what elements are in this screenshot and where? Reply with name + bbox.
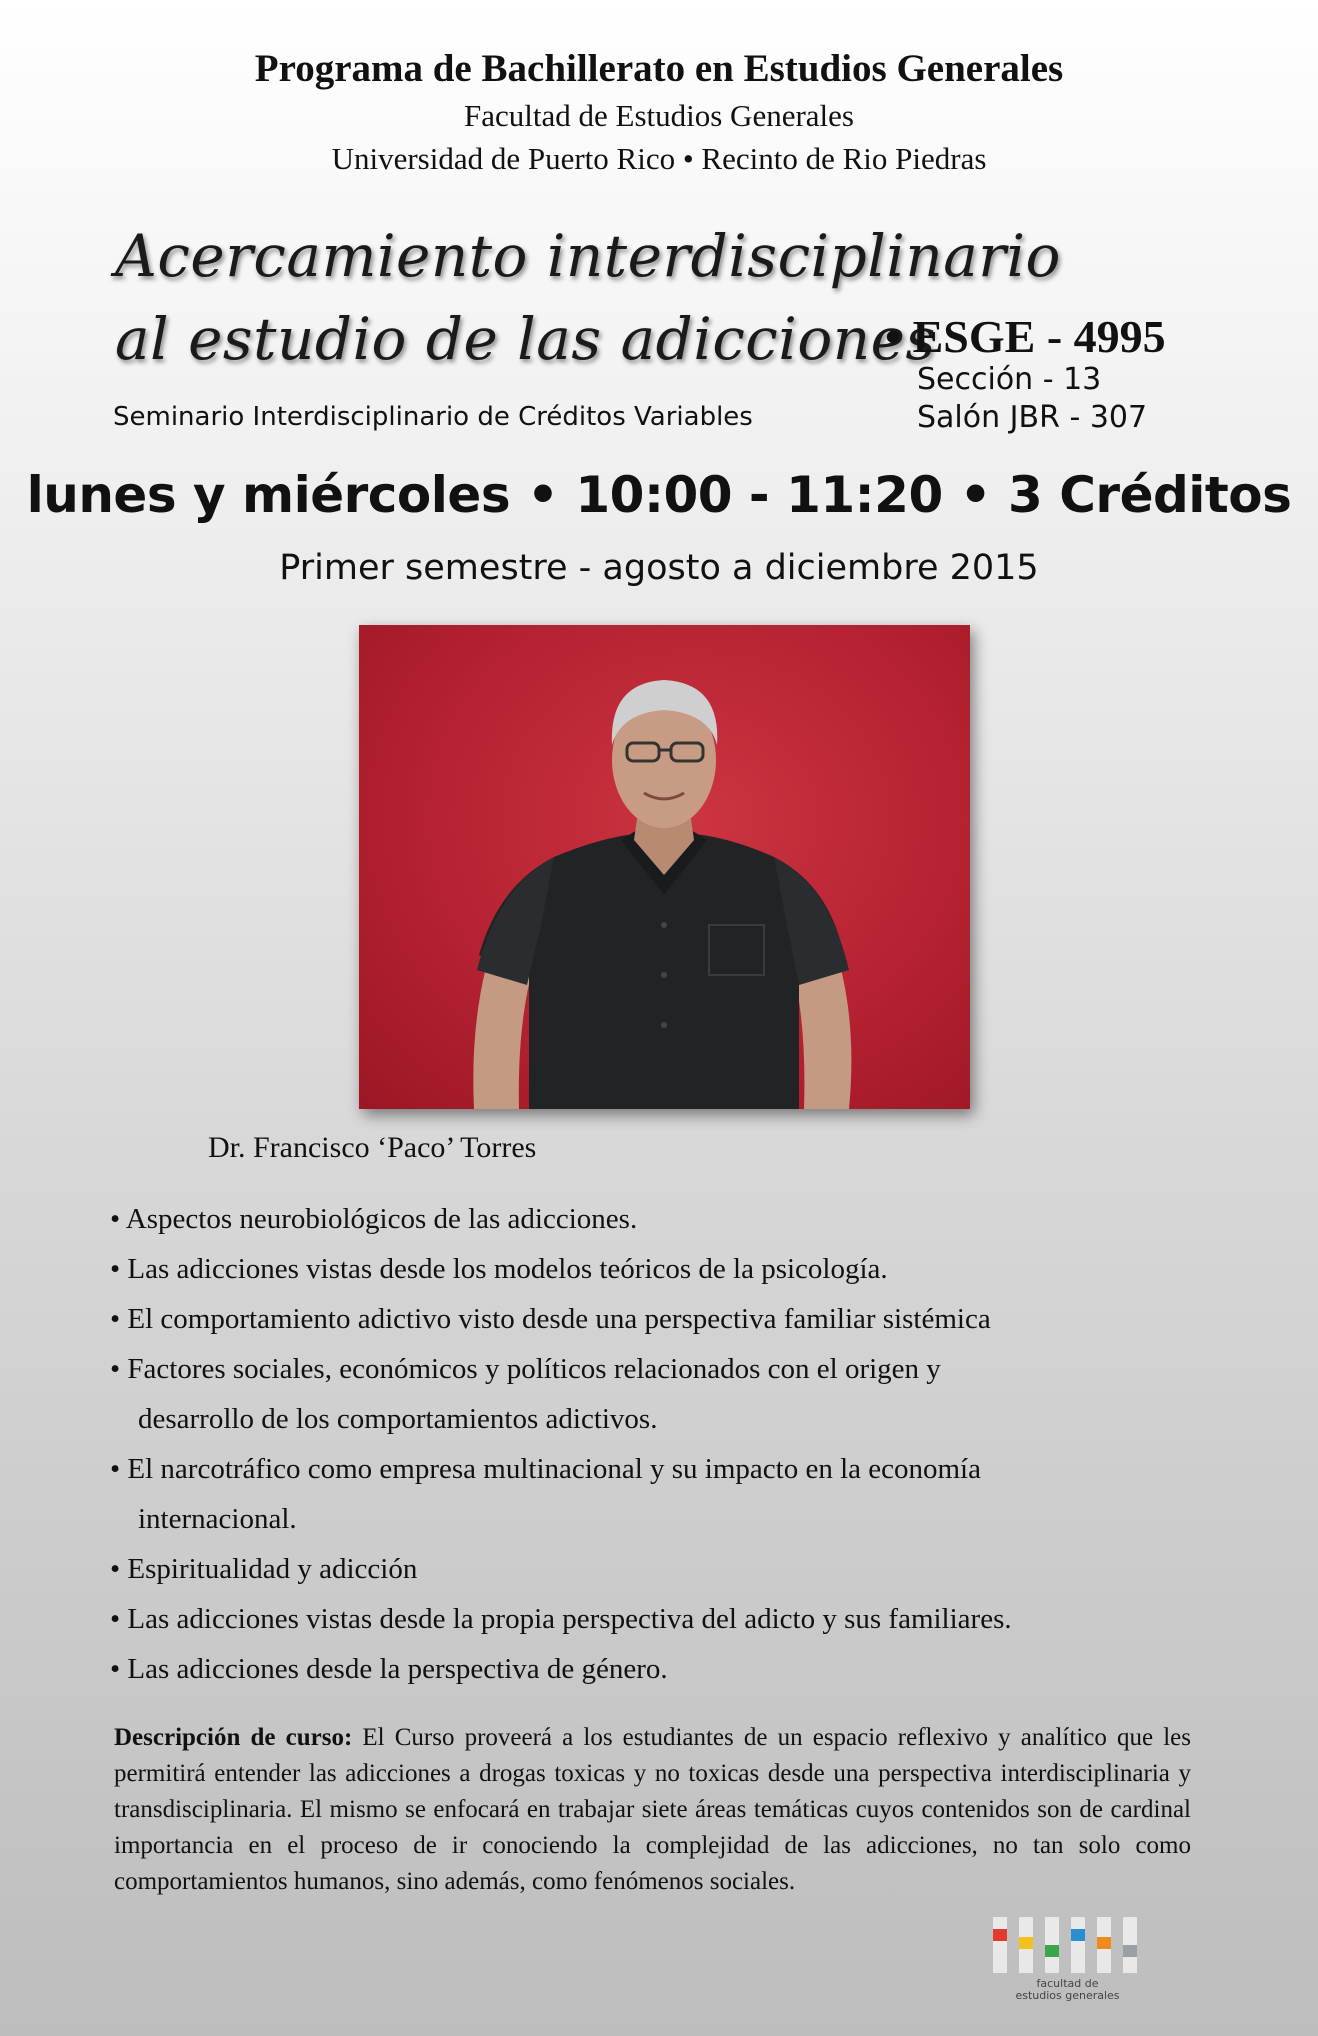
topic-continuation: desarrollo de los comportamientos adictivos. [138, 1403, 658, 1435]
topic-item [110, 1594, 1210, 1644]
course-title-line1: Acercamiento interdisciplinario [115, 222, 1061, 290]
topic-item [110, 1194, 1210, 1244]
faculty-logo [985, 1915, 1150, 2005]
logo-bar-color [1071, 1929, 1085, 1941]
course-title-line2: al estudio de las adicciones [115, 305, 936, 373]
topic-line: • El comportamiento adictivo visto desde una perspectiva familiar sistémica [110, 1303, 991, 1335]
logo-line1: facultad de [1036, 1977, 1099, 1990]
faculty-name: Facultad de Estudios Generales [464, 98, 854, 133]
course-code: • ESGE - 4995 [885, 311, 1166, 362]
topic-item [110, 1444, 1210, 1544]
logo-bar [993, 1917, 1007, 1973]
course-description [114, 1720, 1191, 1900]
course-semester: Primer semestre - agosto a diciembre 2015 [279, 548, 1039, 588]
topic-item [110, 1294, 1210, 1344]
course-section: Sección - 13 [917, 362, 1102, 397]
topic-line: • Las adicciones desde la perspectiva de género. [110, 1653, 668, 1685]
logo-bar-color [1045, 1945, 1059, 1957]
topic-item [110, 1644, 1210, 1694]
instructor-photo [359, 625, 970, 1109]
logo-line2: estudios generales [1015, 1989, 1120, 2002]
topic-line: • Las adicciones vistas desde la propia perspectiva del adicto y sus familiares. [110, 1603, 1012, 1635]
topic-item [110, 1344, 1210, 1444]
logo-bar [1071, 1917, 1085, 1973]
topic-continuation: internacional. [138, 1503, 297, 1535]
logo-bar-color [993, 1929, 1007, 1941]
instructor-name: Dr. Francisco ‘Paco’ Torres [208, 1131, 537, 1164]
instructor-portrait-illustration [359, 625, 970, 1109]
course-subtitle: Seminario Interdisciplinario de Créditos Variables [113, 402, 753, 432]
description-label: Descripción de curso: [114, 1724, 353, 1751]
logo-bar-color [1019, 1937, 1033, 1949]
program-title: Programa de Bachillerato en Estudios Generales [254, 47, 1064, 90]
logo-bars-icon [985, 1915, 1150, 1977]
course-schedule: lunes y miércoles • 10:00 - 11:20 • 3 Créditos [26, 466, 1292, 524]
description-text: El Curso proveerá a los estudiantes de un espacio reflexivo y analítico que les permitirá entender las adicciones a drogas toxicas y no toxicas desde una perspectiva interdisciplinaria y transdisciplinaria. El mismo se enfocará en trabajar siete áreas temáticas cuyos contenidos son de cardinal importancia en el proceso de ir conociendo la complejidad de las adicciones, no tan solo como comportamientos humanos, sino además, como fenómenos sociales. [114, 1724, 1191, 1895]
university-name: Universidad de Puerto Rico • Recinto de Rio Piedras [331, 141, 987, 176]
topics-list [110, 1194, 1210, 1694]
logo-text [985, 1978, 1150, 2002]
topic-line: • Espiritualidad y adicción [110, 1553, 418, 1585]
logo-bar-color [1123, 1945, 1137, 1957]
topic-item [110, 1244, 1210, 1294]
topic-line: • Factores sociales, económicos y políticos relacionados con el origen y [110, 1353, 941, 1385]
topic-line: • El narcotráfico como empresa multinacional y su impacto en la economía [110, 1453, 981, 1485]
logo-bar-color [1097, 1937, 1111, 1949]
topic-line: • Las adicciones vistas desde los modelos teóricos de la psicología. [110, 1253, 888, 1285]
topic-item [110, 1544, 1210, 1594]
course-room: Salón JBR - 307 [917, 400, 1148, 435]
topic-line: • Aspectos neurobiológicos de las adicciones. [110, 1203, 638, 1235]
